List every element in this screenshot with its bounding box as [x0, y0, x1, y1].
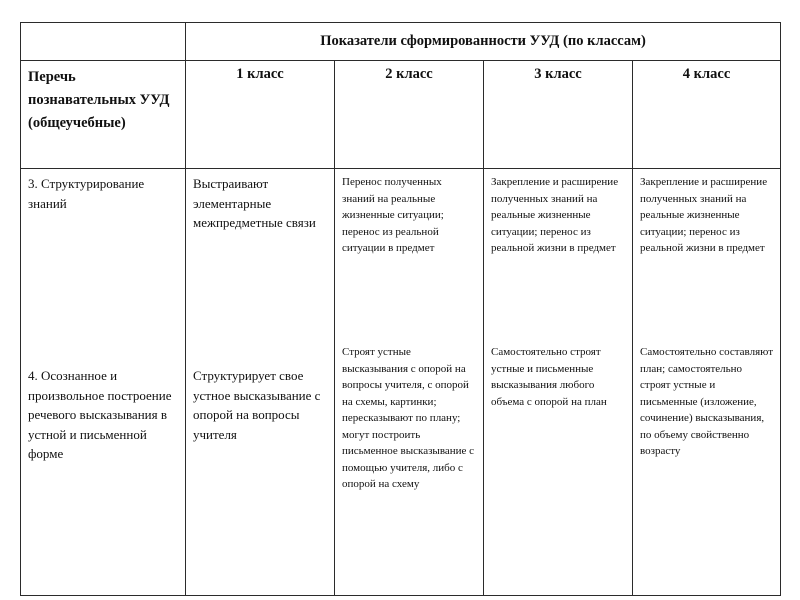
- header-row-classes: [21, 61, 781, 169]
- cell-paragraph: 3. Структурирование знаний: [28, 176, 145, 211]
- cell-paragraph: Закрепление и расширение полученных знаний на реальные жизненные ситуации; перенос из реальной жизни в предмет: [491, 176, 619, 254]
- cell-paragraph: Самостоятельно составляют план; самостоятельно строят устные и письменные (изложение, сочинение) высказывания, по объему свойственно возрасту: [640, 346, 774, 457]
- class-header-4: 4 класс: [633, 61, 781, 169]
- cell-paragraph: Перенос полученных знаний на реальные жизненные ситуации; перенос из реальной ситуации в предмет: [342, 176, 444, 254]
- class-header-3: 3 класс: [484, 61, 633, 169]
- cell-class-1: [186, 169, 335, 596]
- cell-class-4: [633, 169, 781, 596]
- cell-class-3: [484, 169, 633, 596]
- row-header-uud-list: Перечь познавательных УУД (общеучебные): [21, 61, 186, 169]
- cell-paragraph: Закрепление и расширение полученных знаний на реальные жизненные ситуации; перенос из реальной жизни в предмет: [640, 176, 768, 254]
- header-row-title: [21, 23, 781, 61]
- cell-uud-list: [21, 169, 186, 596]
- cell-paragraph: Структурирует свое устное высказывание с опорой на вопросы учителя: [193, 368, 321, 442]
- table-body-row: [21, 169, 781, 596]
- uud-table: [20, 22, 781, 596]
- cell-paragraph: Строят устные высказывания с опорой на вопросы учителя, с опорой на схемы, картинки; пересказывают по плану; могут построить письменное высказывание с помощью учителя, либо с опорой на схему: [342, 346, 475, 490]
- table-title: Показатели сформированности УУД (по классам): [186, 23, 781, 61]
- cell-paragraph: Самостоятельно строят устные и письменные высказывания любого объема с опорой на план: [491, 346, 607, 408]
- cell-paragraph: 4. Осознанное и произвольное построение речевого высказывания в устной и письменной форме: [28, 368, 172, 461]
- class-header-2: 2 класс: [335, 61, 484, 169]
- cell-class-2: [335, 169, 484, 596]
- cell-paragraph: Выстраивают элементарные межпредметные связи: [193, 176, 316, 230]
- class-header-1: 1 класс: [186, 61, 335, 169]
- corner-cell: [21, 23, 186, 61]
